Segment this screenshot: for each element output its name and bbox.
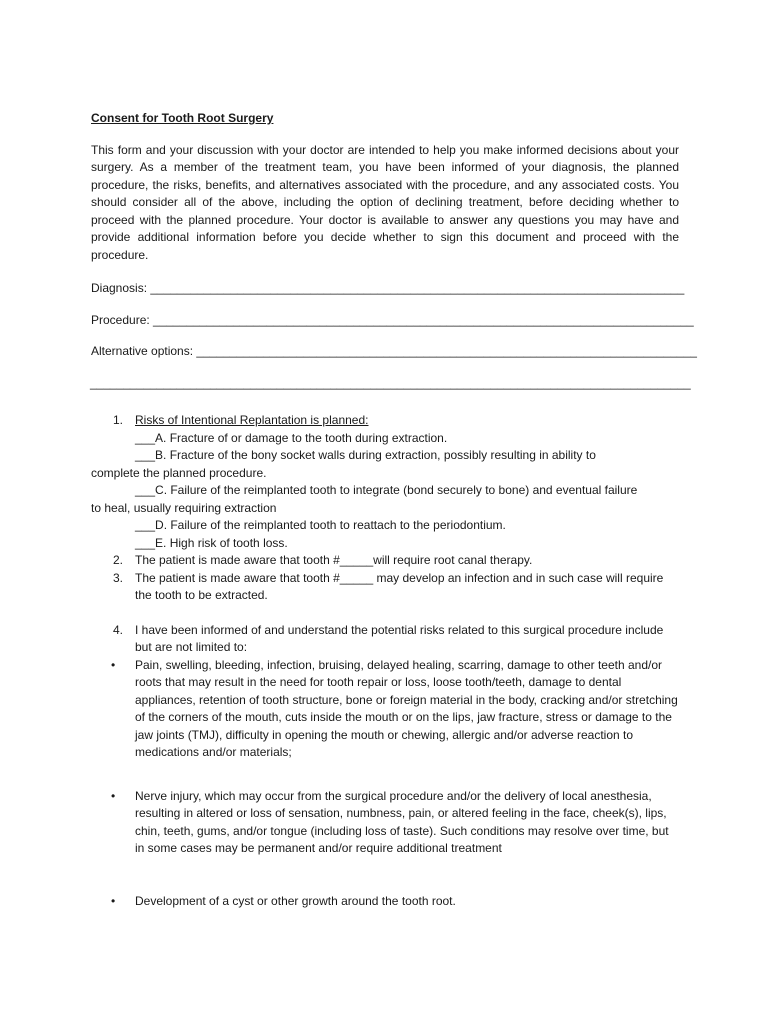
general-risks-text: Pain, swelling, bleeding, infection, bruising, delayed healing, scarring, damage to other teeth and/or roots that may result in the need for tooth repair or loss, loose tooth/teeth, damage to dental appliances, retention of tooth structure, bone or foreign material in the body, cracking and/or stretching of the corners of the mouth, cuts inside the mouth or on the lips, jaw fracture, stress or damage to the jaw joints (TMJ), difficulty in opening the mouth or chewing, allergic and/or adverse reaction to medications and/or materials; xyxy=(135,657,678,759)
bullet-item-cyst xyxy=(91,893,679,911)
bullet-item-nerve-injury xyxy=(91,788,679,858)
risk-option-d[interactable]: ___D. Failure of the reimplanted tooth to reattach to the periodontium. xyxy=(135,518,506,532)
procedure-field[interactable]: Procedure: _________________________________________________________________________________ xyxy=(91,312,694,327)
list-item-risks xyxy=(91,412,679,552)
root-canal-text: The patient is made aware that tooth #_____will require root canal therapy. xyxy=(135,553,533,567)
infection-text: The patient is made aware that tooth #_____ may develop an infection and in such case will require the tooth to be extracted. xyxy=(135,570,664,602)
intro-paragraph: This form and your discussion with your doctor are intended to help you make informed decisions about your surgery. As a member of the treatment team, you have been informed of your diagnosis, the planned procedure, the risks, benefits, and alternatives associated with the procedure, and any associated costs. You should consider all of the above, including the option of declining treatment, before deciding whether to proceed with the planned procedure. Your doctor is available to answer any questions you may have and provide additional information before you decide whether to sign this document and proceed with the procedure. xyxy=(91,142,679,262)
document-title: Consent for Tooth Root Surgery xyxy=(91,111,274,125)
bullet-item-general-risks xyxy=(91,657,679,762)
risk-option-c[interactable]: ___C. Failure of the reimplanted tooth to integrate (bond securely to bone) and eventual failure xyxy=(135,483,638,497)
cyst-text: Development of a cyst or other growth around the tooth root. xyxy=(135,893,456,908)
risk-option-c-cont: to heal, usually requiring extraction xyxy=(91,500,277,515)
risk-option-b[interactable]: ___B. Fracture of the bony socket walls during extraction, possibly resulting in ability to xyxy=(135,448,596,462)
diagnosis-field[interactable]: Diagnosis: ________________________________________________________________________________ xyxy=(91,281,685,295)
risk-option-a[interactable]: ___A. Fracture of or damage to the tooth during extraction. xyxy=(135,430,448,445)
list-number: 1. xyxy=(113,413,124,427)
bullet-icon: • xyxy=(111,893,116,908)
risks-acknowledged-text: I have been informed of and understand the potential risks related to this surgical procedure include but are not limited to: xyxy=(135,622,664,654)
list-item-root-canal xyxy=(91,552,679,570)
list-number: 2. xyxy=(113,553,124,567)
list-number: 3. xyxy=(113,570,124,585)
list-item-risks-acknowledged xyxy=(91,622,679,657)
consent-document xyxy=(90,110,697,910)
risks-heading: Risks of Intentional Replantation is planned: xyxy=(135,413,369,427)
list-item-infection xyxy=(91,570,679,605)
alternative-options-field[interactable]: Alternative options: ___________________________________________________________________________ xyxy=(91,344,697,358)
bullet-icon: • xyxy=(111,657,116,672)
bullet-icon: • xyxy=(111,788,116,803)
risk-option-e[interactable]: ___E. High risk of tooth loss. xyxy=(135,535,288,550)
nerve-injury-text: Nerve injury, which may occur from the surgical procedure and/or the delivery of local anesthesia, resulting in altered or loss of sensation, numbness, pain, or altered feeling in the face, cheek(s), lips, chin, teeth, gums, and/or tongue (including loss of taste). Such conditions may resolve over time, but in some cases may be permanent and/or require additional treatment xyxy=(135,788,669,855)
risk-option-b-cont: complete the planned procedure. xyxy=(91,465,267,480)
list-number: 4. xyxy=(113,622,124,637)
alternative-options-extra-line[interactable]: __________________________________________________________________________________________ xyxy=(90,375,691,390)
